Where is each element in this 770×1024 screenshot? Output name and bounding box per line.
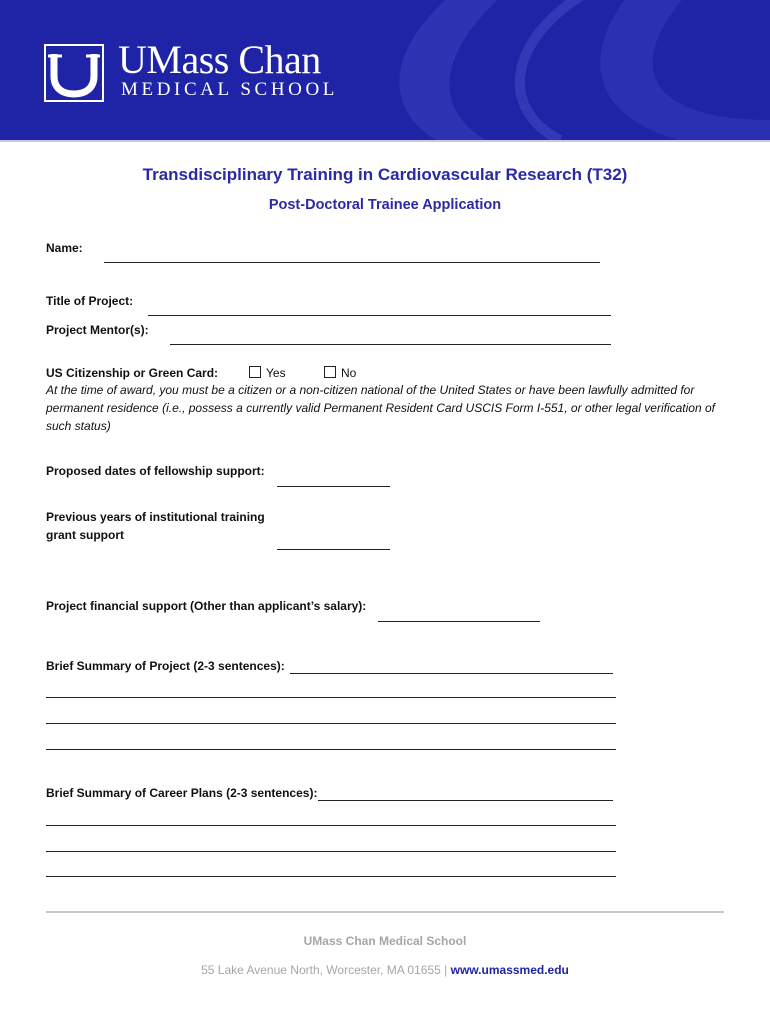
footer-address: 55 Lake Avenue North, Worcester, MA 01655 <box>201 963 441 977</box>
previous-years-label-line2: grant support <box>46 528 124 542</box>
citizenship-note: At the time of award, you must be a citizen or a non-citizen national of the United States or have been lawfully admitted for permanent residence (i.e., possess a currently valid Permanent Resident Card USCIS Form I-551, or other legal verification of such status) <box>46 383 715 433</box>
career-summary-line-2[interactable] <box>46 825 616 826</box>
mentor-label: Project Mentor(s): <box>46 323 149 337</box>
dates-label: Proposed dates of fellowship support: <box>46 464 265 478</box>
header-banner <box>0 0 770 140</box>
header-divider <box>0 140 770 142</box>
citizenship-no-option[interactable] <box>324 365 356 381</box>
footer-divider <box>46 911 724 913</box>
footer-org-name: UMass Chan Medical School <box>303 934 467 948</box>
citizenship-label: US Citizenship or Green Card: <box>46 366 219 380</box>
logo-subtitle: MEDICAL SCHOOL <box>121 79 339 100</box>
umass-u-logo-icon <box>44 44 104 102</box>
dates-field[interactable] <box>277 486 390 487</box>
decorative-swoosh <box>0 0 770 140</box>
citizenship-yes-option[interactable] <box>249 365 286 381</box>
yes-checkbox[interactable] <box>249 366 261 378</box>
no-label: No <box>341 366 357 380</box>
footer-separator: | <box>444 963 448 977</box>
project-summary-line-4[interactable] <box>46 749 616 750</box>
career-summary-line-1[interactable] <box>318 800 613 801</box>
document-title: Transdisciplinary Training in Cardiovascular Research (T32) <box>142 165 628 184</box>
project-summary-line-2[interactable] <box>46 697 616 698</box>
name-field[interactable] <box>104 262 600 263</box>
career-summary-label: Brief Summary of Career Plans (2-3 sentences): <box>46 786 318 800</box>
previous-years-field[interactable] <box>277 549 390 550</box>
career-summary-line-4[interactable] <box>46 876 616 877</box>
project-title-label: Title of Project: <box>46 294 134 308</box>
logo-title: UMass Chan <box>118 37 321 82</box>
no-checkbox[interactable] <box>324 366 336 378</box>
name-label: Name: <box>46 241 83 255</box>
footer-address-line <box>0 962 770 978</box>
career-summary-line-3[interactable] <box>46 851 616 852</box>
project-summary-line-1[interactable] <box>290 673 613 674</box>
project-summary-line-3[interactable] <box>46 723 616 724</box>
financial-label: Project financial support (Other than applicant’s salary): <box>46 599 367 613</box>
project-title-field[interactable] <box>148 315 611 316</box>
mentor-field[interactable] <box>170 344 611 345</box>
previous-years-label-line1: Previous years of institutional training <box>46 510 265 524</box>
yes-label: Yes <box>266 366 286 380</box>
footer-website-link[interactable]: www.umassmed.edu <box>450 963 569 977</box>
document-subtitle: Post-Doctoral Trainee Application <box>268 197 502 213</box>
financial-field[interactable] <box>378 621 540 622</box>
project-summary-label: Brief Summary of Project (2-3 sentences): <box>46 659 285 673</box>
